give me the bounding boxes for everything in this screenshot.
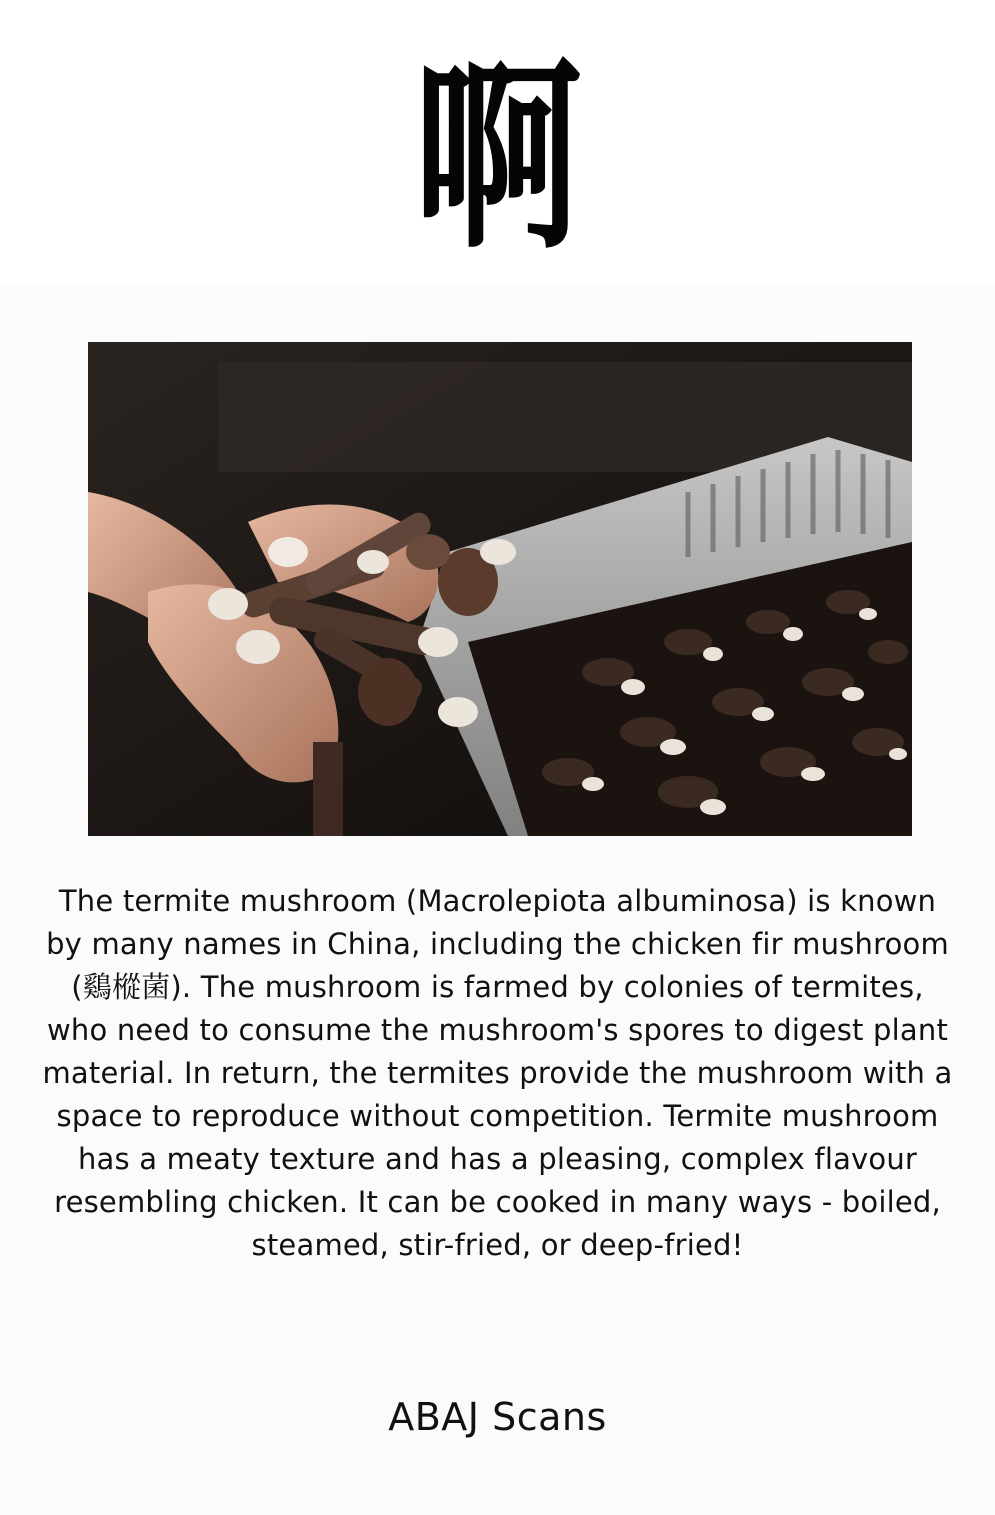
article-body: The termite mushroom (Macrolepiota albuminosa) is known by many names in China, including the chicken fir mushroom (鷄樅菌). The mushroom is farmed by colonies of termites, who need to consume the mushroom's spores to digest plant material. In return, the termites provide the mushroom with a space to reproduce without competition. Termite mushroom has a meaty texture and has a pleasing, complex flavour resembling chicken. It can be cooked in many ways - boiled, steamed, stir-fried, or deep-fried! (42, 884, 953, 1262)
title-character: 啊 (413, 39, 582, 277)
scan-credit: ABAJ Scans (388, 1395, 607, 1439)
termite-mushrooms-photo (88, 342, 912, 836)
